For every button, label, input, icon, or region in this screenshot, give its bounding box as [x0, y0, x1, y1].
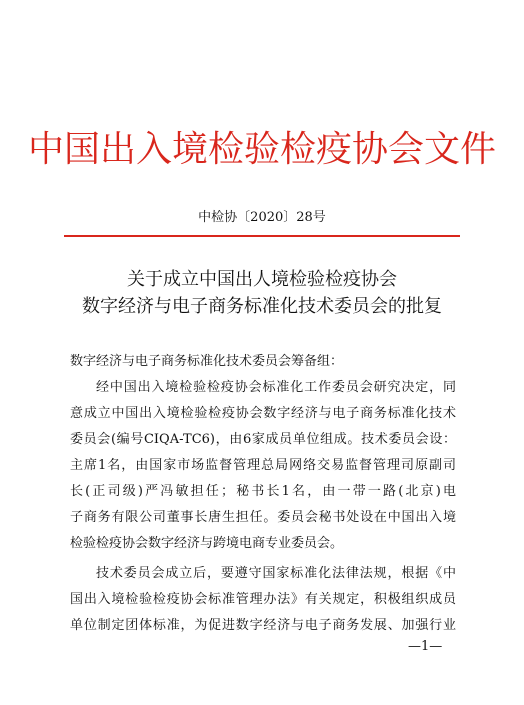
document-number: 中检协〔2020〕28号: [198, 210, 326, 225]
body-paragraph-1-line-1: 经中国出入境检验检疫协会标准化工作委员会研究决定，同: [96, 380, 456, 395]
header-title: 中国出入境检验检疫协会文件: [27, 129, 496, 170]
body-paragraph-1-line-6: 子商务有限公司董事长唐生担任。委员会秘书处设在中国出入境: [70, 510, 456, 525]
subject-title-line-1: 关于成立中国出人境检验检疫协会: [127, 269, 397, 290]
salutation: 数字经济与电子商务标准化技术委员会筹备组：: [70, 354, 344, 369]
body-paragraph-2-line-3: 单位制定团体标准，为促进数字经济与电子商务发展、加强行业: [70, 618, 456, 633]
subject-title-line-2: 数字经济与电子商务标准化技术委员会的批复: [82, 296, 442, 317]
page-number: —1—: [408, 639, 443, 654]
body-paragraph-1-line-4: 主席1名，由国家市场监督管理总局网络交易监督管理司原副司: [70, 458, 456, 473]
body-paragraph-1-line-2: 意成立中国出入境检验检疫协会数字经济与电子商务标准化技术: [70, 406, 456, 421]
body-paragraph-2-line-2: 国出入境检验检疫协会标准管理办法》有关规定，积极组织成员: [70, 592, 456, 607]
red-divider-line: [64, 235, 460, 237]
body-paragraph-1-line-5: 长(正司级)严冯敏担任；秘书长1名，由一带一路(北京)电: [70, 484, 456, 499]
body-paragraph-2-line-1: 技术委员会成立后，要遵守国家标准化法律法规，根据《中: [96, 566, 456, 581]
body-paragraph-1-line-7: 检验检疫协会数字经济与跨境电商专业委员会。: [70, 536, 344, 551]
body-paragraph-1-line-3: 委员会(编号CIQA-TC6)，由6家成员单位组成。技术委员会设：: [70, 432, 456, 447]
